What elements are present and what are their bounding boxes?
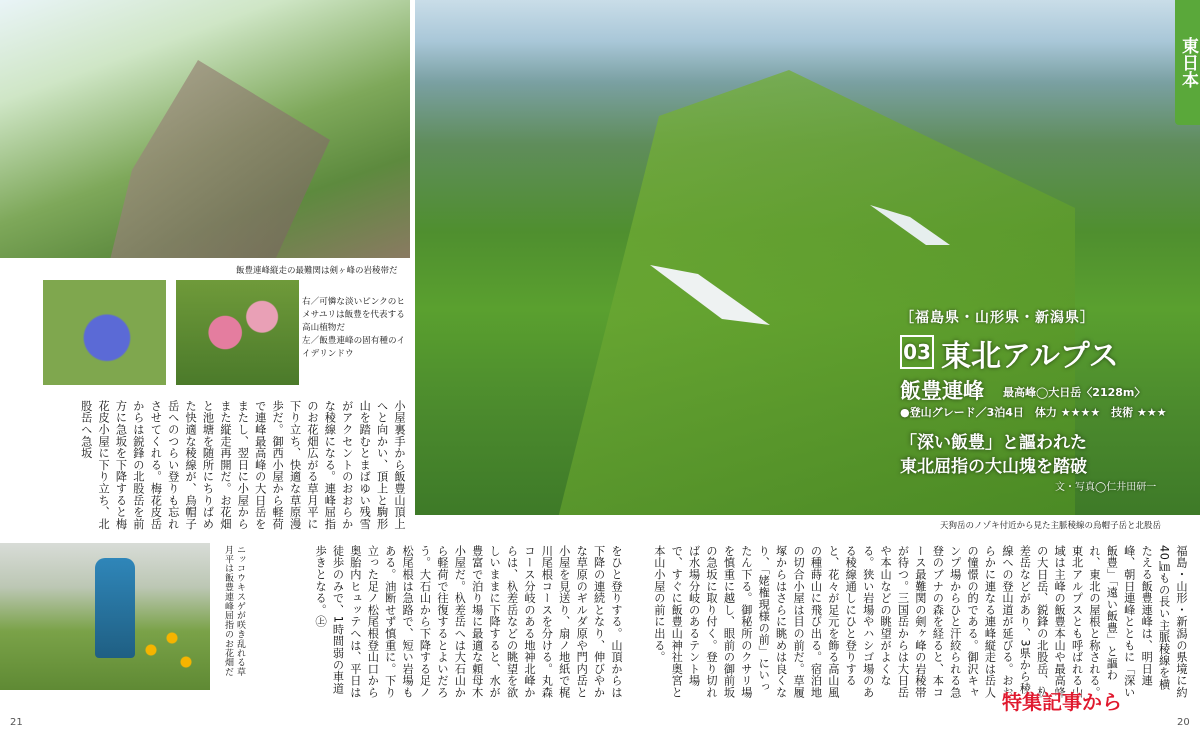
area-title: 東北アルプス: [941, 339, 1119, 374]
page-number-left: 21: [10, 717, 23, 728]
page-number-right: 20: [1177, 717, 1190, 728]
region-label: ［福島県・山形県・新潟県］: [900, 310, 1095, 326]
body-text-middle: をひと登りする。山頂からは下降の連続となり、伸びやかな草原のギルダ原や門内岳と小屋を見送り、扇ノ地紙で梶川尾根コースを分ける。丸森コース分岐のある地神北峰からは、杁差岳などの眺望を欲しいままに下降すると、水が豊富で泊り場に最適な頼母木小屋だ。杁差岳へは大石山から軽荷で往復するとよいだろう。大石山から下降する足ノ松尾根は急路で、短い岩場もある。油断せず慎重に。下り立った足ノ松尾根登山口から奥胎内ヒュッテへは、平日は徒歩のみで、1時間弱の車道歩きとなる。㊤: [314, 545, 623, 699]
caption-kengamine: 飯豊連峰縦走の最難関は剣ヶ峰の岩稜帯だ: [236, 266, 398, 276]
author-credit: 文・写真◯仁井田研一: [1055, 482, 1157, 493]
feature-label: 特集記事から: [1002, 690, 1122, 714]
grade-info: ●登山グレード／3泊4日 体力 ★★★★ 技術 ★★★: [900, 406, 1167, 419]
flower-note: 右／可憐な淡いピンクのヒメサユリは飯豊を代表する高山植物だ 左／飯豊連峰の固有種のイイデリンドウ: [302, 297, 406, 359]
body-text-right: 福島・山形・新潟の県境に約40㎞もの長い主脈稜線を横たえる飯豊連峰は、明日連峰、朝日連峰とともに「深い飯豊」「遠い飯豊」と謳われ、東北の屋根と称される。東北アルプスとも呼ばれる山域は主峰の飯豊本山や最高峰の大日岳、鋭鋒の北股岳、杁差岳などがあり、3県から稜線への登山道が延びる。おおらかに連なる連峰縦走は岳人の憧憬の的である。御沢キャンプ場からひと汗絞られる急登のブナの森を経ると、本コース最難関の剣ヶ峰の岩稜帯が待つ。三国岳からは大日岳や本山などの眺望がよくなる。狭い岩場やハシゴ場のある稜線通しにひと登りすると、花々が足元を飾る高山風の種蒔山に飛び出る。宿泊地の切合小屋は目の前だ。草履塚からはさらに眺めは良くなり、「姥権現様の前」にいったん下る。御秘所のクサリ場を慎重に越し、眼前の御前坂の急坂に取り付く。登り切れば水場分岐のあるテント場で、すぐに飯豊山神社奥宮と本山小屋の前に出る。: [652, 545, 1188, 699]
caption-main-photo: 天狗岳のノゾキ付近から見た主脈稜線の烏帽子岳と北股岳: [940, 521, 1162, 531]
photo-hiker-soutsukidaira: [0, 543, 210, 690]
hiker-figure: [95, 558, 135, 658]
caption-hiker: ニッコウキスゲが咲き乱れる草月平は飯豊連峰屈指のお花畑だ: [223, 545, 245, 677]
catch-line-1: 「深い飯豊」と謳われた: [900, 433, 1087, 453]
peak-name: 飯豊連峰: [900, 379, 984, 403]
rock-ridge-shape: [110, 60, 330, 258]
nikko-kisuge-flowers: [130, 620, 200, 680]
photo-himesayuri: [176, 280, 299, 385]
peak-info: 最高峰◯大日岳〈2128m〉: [1003, 386, 1146, 399]
route-number: 03: [900, 335, 934, 369]
catch-line-2: 東北屈指の大山塊を踏破: [900, 457, 1087, 477]
photo-iide-rindou: [43, 280, 166, 385]
section-tab-east-japan: 東日本: [1175, 0, 1200, 125]
photo-kengamine-ridge: [0, 0, 410, 258]
body-text-left-upper: 小屋裏手から飯豊山頂上へと向かい、頂上と駒形山を踏むとまばゆい残雪がアクセントのおおらかな稜線になる。連峰屈指のお花畑広がる草月平に下り立ち、快適な草原漫歩だ。御西小屋から軽荷で連峰最高峰の大日岳をまたし、翌日に小屋からまた縦走再開だ。お花畑と池塘を随所にちりばめた快適な稜線が、烏帽子岳へのつらい登りも忘れさせてくれる。梅花皮岳からは鋭鋒の北股岳を前方に急坂を下降すると梅花皮小屋に下り立ち、北股岳へ急坂: [79, 400, 406, 530]
